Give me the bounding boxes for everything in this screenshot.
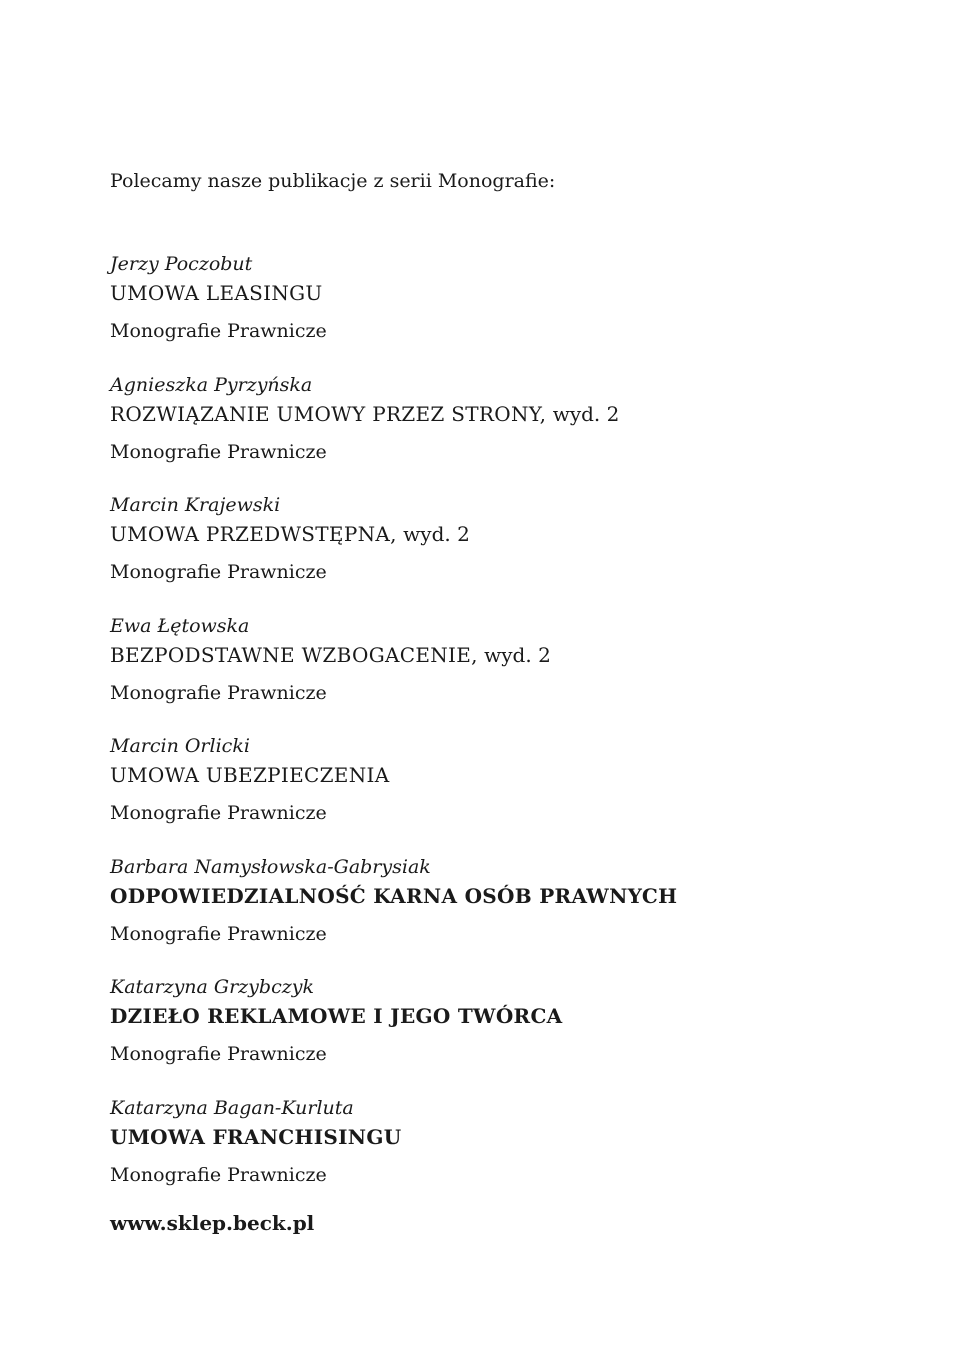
book-series: Monografie Prawnicze bbox=[110, 320, 327, 342]
book-entry bbox=[110, 1095, 930, 1216]
book-entry bbox=[110, 251, 930, 372]
book-series: Monografie Prawnicze bbox=[110, 440, 327, 463]
website-link[interactable]: www.sklep.beck.pl bbox=[110, 1211, 315, 1235]
book-title-line bbox=[110, 1123, 401, 1151]
book-title: ROZWIĄZANIE UMOWY PRZEZ STRONY, bbox=[110, 401, 547, 426]
book-author: Agnieszka Pyrzyńska bbox=[110, 373, 313, 396]
book-entry bbox=[110, 733, 930, 854]
book-series: Monografie Prawnicze bbox=[110, 1043, 327, 1065]
book-list bbox=[110, 251, 930, 1215]
book-author: Marcin Krajewski bbox=[110, 494, 281, 516]
book-title-line bbox=[110, 400, 619, 428]
book-title: UMOWA PRZEDWSTĘPNA, bbox=[110, 522, 397, 546]
book-author: Marcin Orlicki bbox=[110, 735, 250, 757]
book-title-line bbox=[110, 279, 323, 307]
book-title-line bbox=[110, 1002, 563, 1030]
book-author: Jerzy Poczobut bbox=[110, 253, 253, 275]
book-author: Katarzyna Bagan-Kurluta bbox=[110, 1096, 354, 1119]
book-series: Monografie Prawnicze bbox=[110, 922, 327, 945]
book-edition: wyd. 2 bbox=[477, 642, 551, 667]
book-title-line bbox=[110, 882, 677, 910]
book-series: Monografie Prawnicze bbox=[110, 802, 327, 824]
book-entry bbox=[110, 372, 930, 493]
book-entry bbox=[110, 492, 930, 613]
intro-text: Polecamy nasze publikacje z serii Monografie: bbox=[110, 170, 556, 192]
book-author: Ewa Łętowska bbox=[110, 614, 250, 637]
book-title: BEZPODSTAWNE WZBOGACENIE, bbox=[110, 642, 478, 667]
book-edition: wyd. 2 bbox=[396, 522, 470, 546]
book-title: UMOWA FRANCHISINGU bbox=[110, 1124, 402, 1149]
book-title: ODPOWIEDZIALNOŚĆ KARNA OSÓB PRAWNYCH bbox=[110, 883, 678, 908]
book-author: Katarzyna Grzybczyk bbox=[110, 976, 314, 998]
book-series: Monografie Prawnicze bbox=[110, 561, 327, 583]
book-title: UMOWA LEASINGU bbox=[110, 281, 323, 305]
book-entry bbox=[110, 854, 930, 975]
book-edition: wyd. 2 bbox=[546, 401, 620, 426]
book-title-line bbox=[110, 520, 470, 548]
book-entry bbox=[110, 974, 930, 1095]
book-series: Monografie Prawnicze bbox=[110, 1163, 327, 1186]
book-title: UMOWA UBEZPIECZENIA bbox=[110, 763, 390, 787]
book-author: Barbara Namysłowska-Gabrysiak bbox=[110, 855, 431, 878]
book-entry bbox=[110, 613, 930, 734]
book-series: Monografie Prawnicze bbox=[110, 681, 327, 704]
book-title: DZIEŁO REKLAMOWE I JEGO TWÓRCA bbox=[110, 1004, 563, 1028]
book-title-line bbox=[110, 641, 551, 669]
book-title-line bbox=[110, 761, 389, 789]
